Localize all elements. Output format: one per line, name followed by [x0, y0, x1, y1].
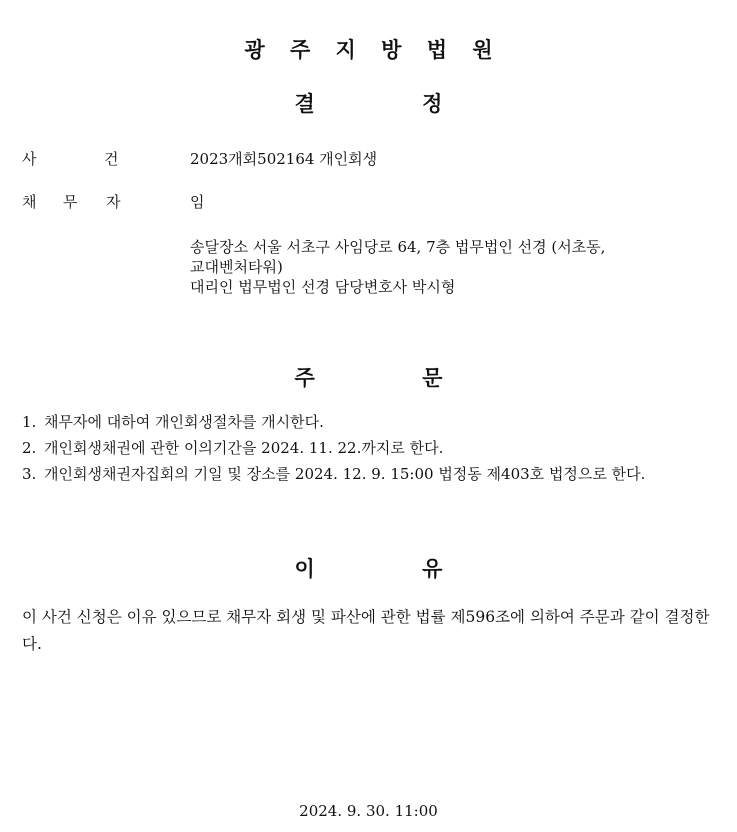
debtor-label-char: 자: [106, 193, 121, 211]
service-address-line: 교대벤처타워): [190, 258, 283, 276]
court-title-char: 방: [381, 38, 402, 62]
order-item-number: 3.: [22, 465, 37, 483]
debtor-address-block: [190, 237, 725, 297]
order-item-number: 1.: [22, 413, 37, 431]
order-item-text: 채무자에 대하여 개인회생절차를 개시한다.: [44, 413, 324, 431]
reason-heading-char: 유: [422, 557, 443, 581]
court-title-char: 주: [289, 38, 311, 62]
court-title-char: 지: [335, 38, 356, 62]
court-title-char: 법: [426, 38, 448, 62]
debtor-name: 임: [190, 193, 205, 211]
debtor-label-char: 채: [22, 193, 37, 211]
order-item: [22, 411, 722, 433]
document-type-title: [0, 88, 737, 118]
order-item-text: 개인회생채권에 관한 이의기간을 2024. 11. 22.까지로 한다.: [44, 439, 444, 457]
court-title-char: 광: [244, 38, 265, 62]
order-item: [22, 463, 722, 485]
case-label-char: 건: [104, 150, 119, 168]
order-heading-char: 문: [422, 366, 443, 390]
service-address-line: 송달장소 서울 서초구 사임당로 64, 7층 법무법인 선경 (서초동,: [190, 238, 606, 256]
document-type-char: 결: [294, 92, 315, 116]
reason-heading: [0, 553, 737, 583]
court-title-char: 원: [472, 38, 493, 62]
reason-text: 이 사건 신청은 이유 있으므로 채무자 회생 및 파산에 관한 법률 제596조에 의하여 주문과 같이 결정한다.: [22, 608, 710, 653]
court-title: [0, 34, 737, 64]
document-type-char: 정: [422, 92, 443, 116]
debtor-label-char: 무: [63, 193, 78, 211]
representative-line: 대리인 법무법인 선경 담당변호사 박시형: [190, 278, 456, 296]
reason-heading-char: 이: [294, 557, 315, 581]
order-item: [22, 437, 722, 459]
case-number: 2023개회502164 개인회생: [190, 150, 378, 168]
order-heading-char: 주: [294, 366, 315, 390]
case-label-char: 사: [22, 150, 37, 168]
order-list: [22, 411, 722, 485]
order-item-text: 개인회생채권자집회의 기일 및 장소를 2024. 12. 9. 15:00 법정동 제403호 법정으로 한다.: [44, 465, 646, 483]
order-item-number: 2.: [22, 439, 37, 457]
order-heading: [0, 362, 737, 392]
decision-date: 2024. 9. 30. 11:00: [299, 802, 438, 820]
